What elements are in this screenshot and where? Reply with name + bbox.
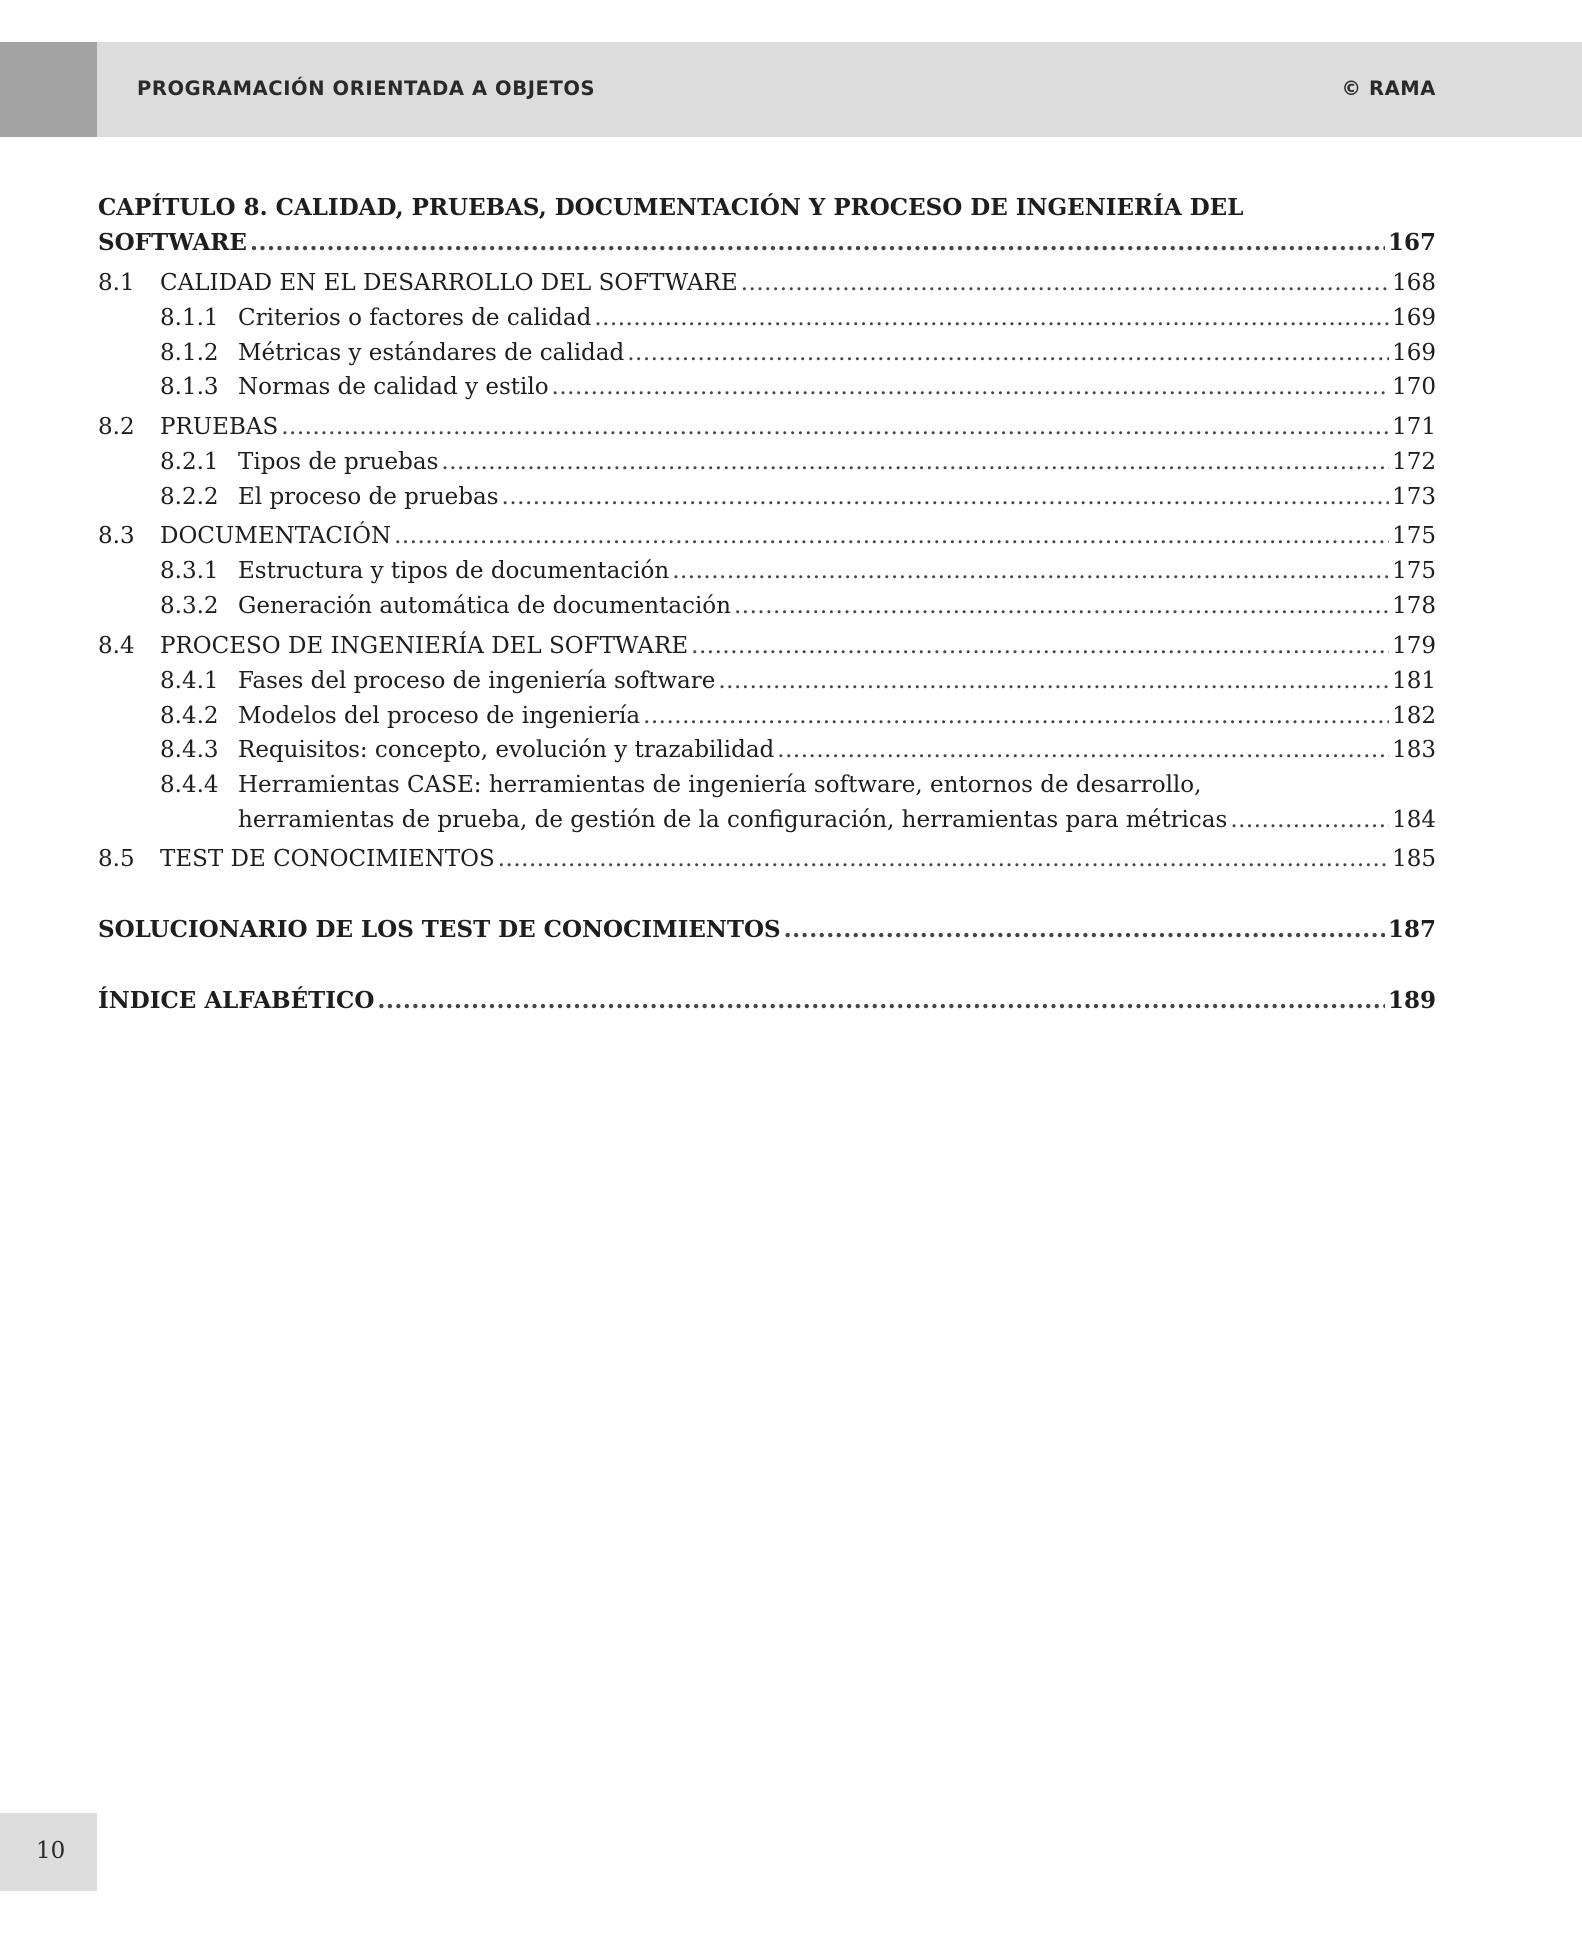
header-accent-block <box>0 42 97 137</box>
toc-entry-8-4-4-cont[interactable] <box>98 805 1436 835</box>
toc-entry-8-5[interactable] <box>98 844 1436 874</box>
dot-leader <box>784 915 1385 945</box>
section-title-line2: herramientas de prueba, de gestión de la configuración, herramientas para métricas <box>238 807 1228 833</box>
page-ref: 179 <box>1392 633 1436 659</box>
page-ref: 175 <box>1392 523 1436 549</box>
dot-leader <box>734 591 1389 621</box>
dot-leader <box>643 701 1389 731</box>
section-number: 8.1.3 <box>160 374 219 400</box>
toc-entry-8-4-4[interactable] <box>98 770 1436 800</box>
section-number: 8.4.1 <box>160 668 219 694</box>
page-ref: 178 <box>1392 593 1436 619</box>
section-number: 8.5 <box>98 846 135 872</box>
dot-leader <box>594 303 1389 333</box>
section-title: Normas de calidad y estilo <box>238 374 549 400</box>
page-ref: 184 <box>1392 807 1436 833</box>
toc-entry-8-4[interactable] <box>98 631 1436 661</box>
section-number: 8.3 <box>98 523 135 549</box>
toc-entry-8-3[interactable] <box>98 521 1436 551</box>
toc-entry-8-1-2[interactable] <box>98 338 1436 368</box>
section-number: 8.1.1 <box>160 305 219 331</box>
toc-entry-solucionario[interactable] <box>98 915 1436 945</box>
solucionario-title: SOLUCIONARIO DE LOS TEST DE CONOCIMIENTOS <box>98 916 781 943</box>
section-number: 8.4 <box>98 633 135 659</box>
section-title: Métricas y estándares de calidad <box>238 340 625 366</box>
section-title: PROCESO DE INGENIERÍA DEL SOFTWARE <box>160 633 689 659</box>
section-title: CALIDAD EN EL DESARROLLO DEL SOFTWARE <box>160 270 738 296</box>
section-number: 8.4.4 <box>160 772 219 798</box>
section-title: Fases del proceso de ingeniería software <box>238 668 716 694</box>
page-ref: 168 <box>1392 270 1436 296</box>
section-title-line1: Herramientas CASE: herramientas de ingeniería software, entornos de desarrollo, <box>238 772 1202 798</box>
toc-entry-8-2-2[interactable] <box>98 482 1436 512</box>
page-ref: 169 <box>1392 340 1436 366</box>
section-number: 8.1 <box>98 270 135 296</box>
section-title: Requisitos: concepto, evolución y trazabilidad <box>238 737 775 763</box>
dot-leader <box>777 735 1389 765</box>
section-number: 8.3.2 <box>160 593 219 619</box>
page-ref: 189 <box>1387 987 1436 1014</box>
page-ref: 167 <box>1387 229 1436 256</box>
dot-leader <box>672 556 1389 586</box>
page-ref: 169 <box>1392 305 1436 331</box>
toc-entry-8-2-1[interactable] <box>98 447 1436 477</box>
dot-leader <box>552 372 1390 402</box>
section-number: 8.2.2 <box>160 484 219 510</box>
section-title: TEST DE CONOCIMIENTOS <box>160 846 495 872</box>
page-ref: 185 <box>1392 846 1436 872</box>
toc-entry-8-1-3[interactable] <box>98 372 1436 402</box>
page-ref: 181 <box>1392 668 1436 694</box>
section-title: Criterios o factores de calidad <box>238 305 592 331</box>
page-ref: 170 <box>1392 374 1436 400</box>
dot-leader <box>441 447 1389 477</box>
dot-leader <box>741 268 1389 298</box>
page-ref: 182 <box>1392 703 1436 729</box>
toc-entry-chapter[interactable] <box>98 228 1436 258</box>
section-title: Estructura y tipos de documentación <box>238 558 670 584</box>
page-ref: 187 <box>1387 916 1436 943</box>
page-number: 10 <box>36 1838 66 1864</box>
toc-entry-8-3-2[interactable] <box>98 591 1436 621</box>
section-number: 8.1.2 <box>160 340 219 366</box>
dot-leader <box>1230 805 1389 835</box>
toc-entry-8-3-1[interactable] <box>98 556 1436 586</box>
section-number: 8.2.1 <box>160 449 219 475</box>
toc-entry-indice[interactable] <box>98 986 1436 1016</box>
dot-leader <box>627 338 1389 368</box>
toc-entry-8-2[interactable] <box>98 412 1436 442</box>
section-title: Generación automática de documentación <box>238 593 731 619</box>
dot-leader <box>394 521 1389 551</box>
chapter-title-line2: SOFTWARE <box>98 229 247 256</box>
page-ref: 175 <box>1392 558 1436 584</box>
page-ref: 183 <box>1392 737 1436 763</box>
toc-entry-8-4-1[interactable] <box>98 666 1436 696</box>
dot-leader <box>718 666 1389 696</box>
toc-entry-8-1-1[interactable] <box>98 303 1436 333</box>
toc-entry-8-1[interactable] <box>98 268 1436 298</box>
indice-title: ÍNDICE ALFABÉTICO <box>98 987 375 1014</box>
book-title: PROGRAMACIÓN ORIENTADA A OBJETOS <box>137 77 596 100</box>
dot-leader <box>691 631 1389 661</box>
toc-entry-8-4-3[interactable] <box>98 735 1436 765</box>
page-ref: 172 <box>1392 449 1436 475</box>
toc-entry-8-4-2[interactable] <box>98 701 1436 731</box>
page-ref: 171 <box>1392 414 1436 440</box>
dot-leader <box>250 228 1385 258</box>
section-title: Modelos del proceso de ingeniería <box>238 703 641 729</box>
dot-leader <box>502 482 1390 512</box>
publisher-mark: © RAMA <box>1341 77 1436 100</box>
page-ref: 173 <box>1392 484 1436 510</box>
dot-leader <box>281 412 1389 442</box>
section-number: 8.4.3 <box>160 737 219 763</box>
dot-leader <box>377 986 1385 1016</box>
dot-leader <box>498 844 1389 874</box>
section-title: PRUEBAS <box>160 414 279 440</box>
section-number: 8.2 <box>98 414 135 440</box>
section-title: El proceso de pruebas <box>238 484 499 510</box>
section-number: 8.4.2 <box>160 703 219 729</box>
section-title: Tipos de pruebas <box>238 449 439 475</box>
chapter-title-line1: CAPÍTULO 8. CALIDAD, PRUEBAS, DOCUMENTACIÓN Y PROCESO DE INGENIERÍA DEL <box>98 194 1244 221</box>
section-title: DOCUMENTACIÓN <box>160 523 392 549</box>
section-number: 8.3.1 <box>160 558 219 584</box>
